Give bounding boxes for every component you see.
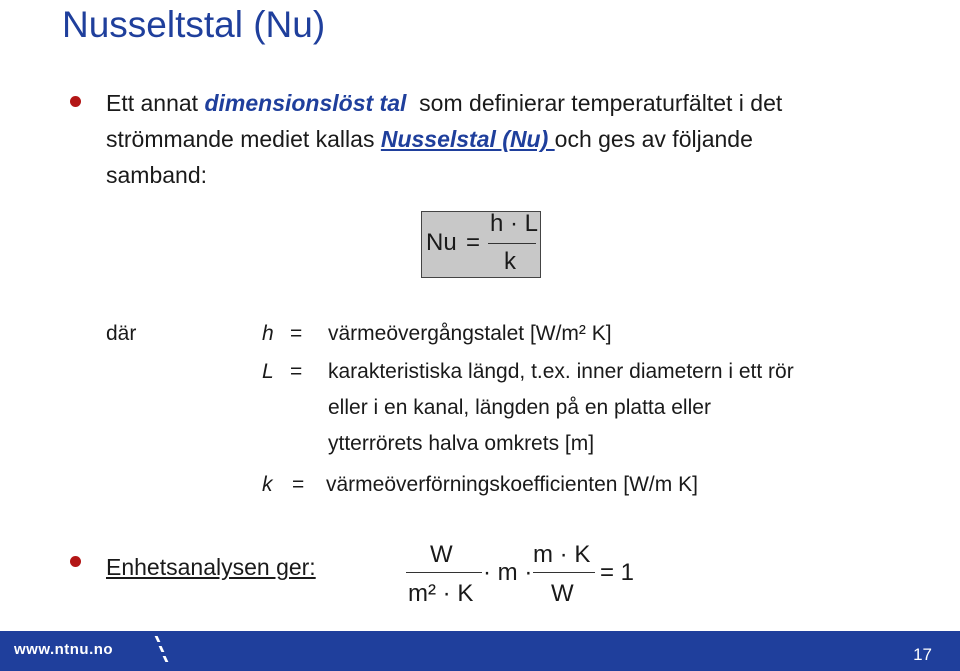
def-k-text: värmeöverförningskoefficienten [W/m K]	[326, 473, 698, 496]
footer-url: www.ntnu.no	[14, 641, 114, 658]
unit-frac2-numerator: m · K	[533, 541, 591, 568]
bullet1-line1	[106, 86, 782, 120]
unit-middle-term: · m ·	[483, 559, 533, 586]
formula-denominator: k	[504, 248, 516, 275]
emphasis-nusselt: Nusselstal (Nu)	[380, 126, 555, 152]
formula-numerator: h · L	[490, 210, 539, 237]
def-equals: =	[290, 360, 303, 383]
bullet1-line1-suffix: som definierar temperaturfältet i det	[406, 90, 783, 116]
def-l-text-3: ytterrörets halva omkrets [m]	[328, 432, 595, 455]
unit-frac2-denominator: W	[551, 580, 574, 607]
definitions-intro: där	[106, 322, 137, 345]
formula-equals: =	[466, 229, 481, 256]
def-symbol-h: h	[262, 322, 274, 345]
def-l-text-1: karakteristiska längd, t.ex. inner diametern i ett rör	[328, 360, 794, 383]
def-l-text-2: eller i en kanal, längden på en platta eller	[328, 396, 711, 419]
formula-lhs: Nu	[426, 229, 457, 256]
def-equals: =	[290, 322, 303, 345]
formula-fraction-line	[488, 243, 536, 244]
unit-analysis-label: Enhetsanalysen ger:	[106, 554, 316, 580]
bullet-marker	[70, 556, 81, 567]
unit-frac1-denominator: m² · K	[408, 580, 474, 607]
page-number: 17	[913, 645, 932, 664]
def-symbol-k: k	[262, 473, 273, 496]
unit-frac2-line	[533, 572, 595, 573]
bullet1-line3: samband:	[106, 162, 208, 188]
unit-frac1-line	[406, 572, 482, 573]
footer-bar	[0, 631, 960, 671]
unit-frac1-numerator: W	[430, 541, 453, 568]
unit-result: = 1	[600, 559, 635, 586]
def-equals: =	[292, 473, 305, 496]
bullet1-line2-suffix: och ges av följande	[554, 126, 753, 152]
bullet1-line2	[106, 122, 753, 156]
bullet1-line2-prefix: strömmande mediet kallas	[106, 126, 381, 152]
def-symbol-l: L	[262, 360, 274, 383]
bullet-marker	[70, 96, 81, 107]
slide-title: Nusseltstal (Nu)	[62, 4, 326, 45]
bullet1-line1-prefix: Ett annat	[106, 90, 205, 116]
emphasis-dimensionless: dimensionslöst tal	[204, 90, 407, 116]
def-h-text: värmeövergångstalet [W/m² K]	[328, 322, 612, 345]
